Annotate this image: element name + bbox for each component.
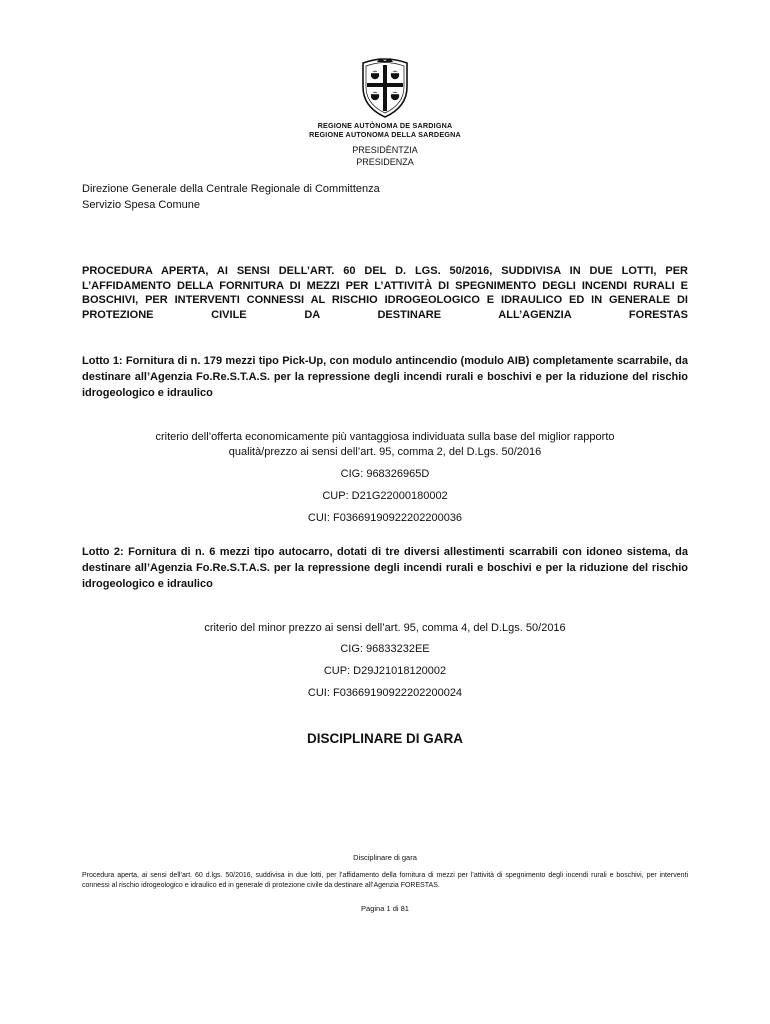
lot-2-criterion: criterio del minor prezzo ai sensi dell’art. 95, comma 4, del D.Lgs. 50/2016 — [204, 622, 566, 634]
lot-2-cup: CUP: D29J21018120002 — [323, 665, 447, 677]
lot-1-criterion-line-1: criterio dell’offerta economicamente più vantaggiosa individuata sulla base del miglior rapporto — [155, 431, 615, 443]
lot-1-cig: CIG: 968326965D — [340, 468, 430, 480]
lot-2-cig: CIG: 96833232EE — [340, 643, 430, 655]
procedure-title: PROCEDURA APERTA, AI SENSI DELL’ART. 60 DEL D. LGS. 50/2016, SUDDIVISA IN DUE LOTTI, PER L’AFFIDAMENTO DELLA FORNITURA DI MEZZI PER L’ATTIVITÀ DI SPEGNIMENTO DEGLI INCENDI RURALI E BOSCHIVI, PER INTERVENTI CONNESSI AL RISCHIO IDROGEOLOGICO E IDRAULICO ED IN GENERALE DI PROTEZIONE CIVILE DA DESTINARE ALL’AGENZIA FORESTAS — [82, 265, 688, 321]
lot-1-cup: CUP: D21G22000180002 — [322, 490, 448, 502]
sardinia-emblem-icon — [359, 57, 411, 119]
presidency-sardinian: PRESIDÈNTZIA — [352, 145, 418, 155]
document-title: DISCIPLINARE DI GARA — [306, 731, 463, 746]
region-name-italian: REGIONE AUTONOMA DELLA SARDEGNA — [309, 130, 461, 139]
footer-label: Disciplinare di gara — [353, 853, 417, 862]
direction-name: Direzione Generale della Centrale Regionale di Committenza — [82, 183, 380, 195]
lot-2-cui: CUI: F03669190922202200024 — [307, 687, 463, 699]
lot-1-cui: CUI: F03669190922202200036 — [307, 512, 463, 524]
lot-1-title: Lotto 1: Fornitura di n. 179 mezzi tipo Pick-Up, con modulo antincendio (modulo AIB) completamente scarrabile, da destinare all’Agenzia Fo.Re.S.T.A.S. per la repressione degli incendi rurali e boschivi e per la riduzione del rischio idrogeologico e idraulico — [82, 355, 688, 399]
presidency-italian: PRESIDENZA — [356, 157, 414, 167]
lot-1-criterion-line-2: qualità/prezzo ai sensi dell’art. 95, comma 2, del D.Lgs. 50/2016 — [228, 446, 542, 458]
region-name-sardinian: REGIONE AUTÒNOMA DE SARDIGNA — [317, 121, 453, 130]
service-name: Servizio Spesa Comune — [82, 199, 201, 211]
lot-2-title: Lotto 2: Fornitura di n. 6 mezzi tipo autocarro, dotati di tre diversi allestimenti scarrabili con idoneo sistema, da destinare all’Agenzia Fo.Re.S.T.A.S. per la repressione degli incendi rurali e boschivi e per la riduzione del rischio idrogeologico e idraulico — [82, 546, 688, 590]
footer-text: Procedura aperta, ai sensi dell’art. 60 d.lgs. 50/2016, suddivisa in due lotti, per l’affidamento della fornitura di mezzi per l’attività di spegnimento degli incendi rurali e boschivi, per interventi connessi al rischio idrogeologico e idraulico ed in generale di protezione civile da destinare all’Agenzia FORESTAS. — [82, 872, 688, 889]
page-number: Pagina 1 di 81 — [361, 904, 409, 913]
